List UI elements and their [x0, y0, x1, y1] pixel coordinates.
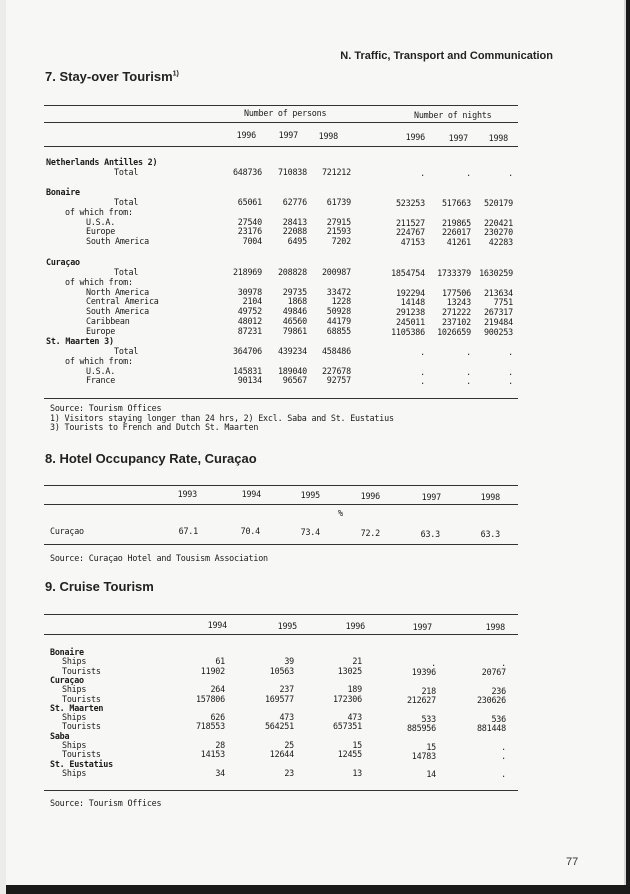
table7-cell: 27540 [237, 216, 262, 227]
table9-header-bottom-rule [44, 634, 518, 635]
table7-title-text: 7. Stay-over Tourism [45, 69, 173, 84]
table7-cell: 49752 [237, 306, 262, 317]
page-number: 77 [566, 856, 579, 868]
table7-row-label: of which from: [65, 276, 133, 287]
table9-cell: 10563 [269, 665, 294, 676]
table7-cell: 65061 [237, 197, 262, 207]
table8-title: 8. Hotel Occupancy Rate, Curaçao [45, 451, 257, 466]
table7-cell: 79861 [282, 325, 307, 336]
table9-cell: 39 [284, 656, 294, 667]
table9-title: 9. Cruise Tourism [45, 579, 154, 594]
table7-cell: 13243 [446, 297, 471, 308]
table7-cell: 7751 [493, 297, 513, 308]
table7-cell: . [466, 168, 471, 178]
table7-cell: 29735 [282, 286, 307, 297]
table7-cell: 721212 [321, 167, 351, 177]
table9-cell: 61 [215, 656, 225, 667]
table7-cell: 1854754 [391, 268, 425, 278]
table7-group-name: Netherlands Antilles 2) [46, 157, 158, 167]
table7-cell: 648736 [232, 167, 262, 177]
table9-cell: 34 [215, 767, 225, 778]
table7-cell: 245011 [395, 317, 425, 327]
table7-year-header: 1996 [405, 132, 425, 142]
table7-cell: 48012 [237, 316, 262, 326]
table7-footnote: 1) Visitors staying longer than 24 hrs, 2) Excl. Saba and St. Eustatius [50, 412, 394, 423]
table8-cell: 63.3 [420, 529, 440, 539]
table7-cell: 177506 [441, 287, 471, 298]
table9-row-label: Tourists [62, 721, 101, 732]
table9-cell: 564251 [264, 721, 294, 732]
table9-cell: 473 [347, 712, 362, 723]
table7-cell: 237102 [441, 317, 471, 327]
table7-cell: . [508, 376, 513, 387]
table7-cell: 22088 [282, 226, 307, 237]
table7-year-header: 1998 [318, 131, 338, 141]
table8-source: Source: Curaçao Hotel and Tousism Association [50, 553, 268, 563]
table7-cell: 219865 [441, 217, 471, 228]
table7-cell: 220421 [483, 217, 513, 228]
table7-group-name: Bonaire [46, 187, 80, 197]
table8-cell: 73.4 [300, 527, 320, 537]
table7-cell: . [508, 347, 513, 357]
table9-cell: 13025 [337, 665, 362, 676]
table7-row-label: France [86, 375, 116, 386]
table7-year-header: 1998 [488, 133, 508, 143]
table9-cell: 20767 [481, 667, 506, 678]
table7-cell: 227678 [321, 365, 351, 376]
table7-cell: 520179 [483, 198, 513, 208]
table9-cell: 157806 [195, 693, 225, 704]
table8-cell: 72.2 [360, 528, 380, 538]
table8-year-header: 1997 [421, 492, 441, 502]
table7-cell: 218969 [232, 267, 262, 277]
table9-cell: 23 [284, 767, 294, 778]
table9-row-label: Ships [62, 684, 87, 695]
table9-cell: 14 [426, 769, 436, 780]
table8-cell: 67.1 [178, 526, 198, 536]
table7-cell: 23176 [237, 226, 262, 237]
table9-cell: 21 [352, 656, 362, 667]
table7-group-name: St. Maarten 3) [46, 336, 114, 346]
table7-cell: 1228 [331, 296, 351, 307]
table7-cell: . [420, 347, 425, 357]
table7-cell: 271222 [441, 307, 471, 318]
table7-row-label: U.S.A. [86, 216, 116, 227]
table7-row-label: North America [86, 286, 149, 297]
table7-cell: 6495 [287, 236, 307, 247]
table7-cell: 208828 [277, 267, 307, 277]
table9-cell: . [431, 657, 436, 668]
table9-cell: 718553 [195, 721, 225, 732]
table9-top-rule [44, 614, 518, 615]
table9-cell: 473 [279, 712, 294, 723]
table7-year-header: 1997 [448, 133, 468, 143]
table7-cell: . [508, 168, 513, 178]
table7-cell: 90134 [237, 375, 262, 386]
table7-cell: 145831 [232, 365, 262, 376]
table7-cell: 68855 [326, 325, 351, 336]
table9-cell: 12644 [269, 749, 294, 760]
table9-cell: 533 [421, 713, 436, 724]
table7-cell: 41261 [446, 237, 471, 248]
table7-row-label: South America [86, 306, 149, 317]
table7-cell: . [466, 376, 471, 387]
table9-year-header: 1994 [207, 620, 227, 630]
table9-cell: 212627 [406, 695, 436, 705]
table9-year-header: 1995 [277, 620, 297, 631]
table9-cell: 11902 [200, 665, 225, 676]
table7-cell: 211527 [395, 217, 425, 228]
table9-cell: 230626 [476, 695, 506, 705]
table7-cell: 458486 [321, 346, 351, 356]
table7-cell: 96567 [282, 375, 307, 386]
table9-bottom-rule [44, 790, 518, 791]
table7-cell: 1630259 [479, 268, 513, 278]
table9-year-header: 1996 [345, 621, 365, 631]
table7-cell: 42283 [488, 237, 513, 248]
table7-cell: . [420, 366, 425, 377]
table9-row-label: Tourists [62, 693, 101, 704]
table7-bottom-rule [44, 398, 518, 399]
table7-cell: 92757 [326, 375, 351, 386]
table7-row-label: U.S.A. [86, 365, 116, 376]
document-page [6, 0, 626, 885]
chapter-header: N. Traffic, Transport and Communication [340, 50, 553, 62]
table7-cell: 33472 [326, 286, 351, 297]
table8-year-header: 1996 [360, 491, 380, 501]
table7-cell: . [466, 347, 471, 357]
table7-cell: 87231 [237, 325, 262, 336]
table7-cell: 189040 [277, 365, 307, 376]
table7-year-header: 1997 [278, 130, 298, 140]
table9-row-label: Tourists [62, 665, 101, 676]
table7-cell: 230270 [483, 227, 513, 238]
table7-cell: . [420, 168, 425, 178]
table9-cell: 881448 [476, 722, 506, 733]
table7-cell: 30978 [237, 286, 262, 297]
table7-footnote: 3) Tourists to French and Dutch St. Maarten [50, 422, 259, 432]
table8-year-header: 1998 [480, 492, 500, 502]
table7-row-label: Total [114, 197, 139, 207]
table8-bottom-rule [44, 544, 518, 545]
table7-cell: 364706 [232, 346, 262, 356]
table7-cell: . [466, 366, 471, 377]
table9-row-label: Ships [62, 740, 87, 750]
table7-cell: 291238 [395, 307, 425, 318]
table9-row-label: Ships [62, 712, 87, 723]
table9-cell: 169577 [264, 693, 294, 704]
table7-cell: 21593 [326, 226, 351, 237]
table8-year-header: 1995 [300, 490, 320, 500]
table9-cell: 12455 [337, 749, 362, 760]
table7-row-label: Caribbean [86, 316, 130, 326]
table7-cell: 46560 [282, 316, 307, 326]
table7-cell: 192294 [395, 287, 425, 298]
table9-cell: 172306 [332, 693, 362, 704]
table9-cell: 218 [421, 685, 436, 696]
table7-row-label: Europe [86, 226, 116, 237]
table7-cell: 49846 [282, 306, 307, 317]
table9-cell: 657351 [332, 721, 362, 732]
table7-mid-rule [44, 122, 518, 123]
table9-cell: 885956 [406, 722, 436, 733]
table7-cell: 7202 [331, 236, 351, 247]
table7-cell: 439234 [277, 346, 307, 356]
table8-row-label: Curaçao [50, 526, 84, 536]
table7-cell: 47153 [400, 237, 425, 248]
table9-group-name: Curaçao [50, 674, 84, 685]
table9-row-label: Ships [62, 767, 87, 778]
table7-row-label: Central America [86, 296, 159, 307]
table7-cell: 50928 [326, 306, 351, 317]
table9-row-label: Ships [62, 656, 87, 667]
table9-cell: 264 [210, 684, 225, 695]
table8-unit: % [338, 508, 343, 518]
table9-group-name: St. Maarten [50, 702, 104, 713]
table9-cell: . [501, 741, 506, 752]
table7-cell: 44179 [326, 316, 351, 326]
table7-cell: 62776 [282, 197, 307, 207]
table7-cell: 267317 [483, 307, 513, 318]
table9-cell: 236 [491, 685, 506, 696]
table8-year-header: 1994 [241, 489, 261, 499]
table9-group-name: St. Eustatius [50, 758, 113, 769]
table9-cell: 189 [347, 684, 362, 695]
table9-cell: 25 [284, 740, 294, 750]
table8-cell: 70.4 [240, 526, 260, 536]
table7-cell: 61739 [326, 197, 351, 207]
table7-cell: 28413 [282, 216, 307, 227]
table7-footnote: Source: Tourism Offices [50, 403, 162, 413]
table8-year-header: 1993 [177, 489, 197, 499]
table7-cell: 219484 [483, 317, 513, 327]
table7-header-bottom-rule [44, 146, 518, 147]
table7-title [45, 69, 179, 84]
table7-cell: 1733379 [437, 268, 471, 278]
table9-cell: 14153 [200, 749, 225, 760]
table9-cell: 237 [279, 684, 294, 695]
table9-cell: 14783 [411, 750, 436, 761]
table9-cell: 19396 [411, 667, 436, 678]
table9-year-header: 1998 [485, 622, 505, 632]
table7-year-header: 1996 [236, 130, 256, 140]
table9-source: Source: Tourism Offices [50, 798, 162, 808]
table8-cell: 63.3 [480, 529, 500, 539]
table9-cell: . [501, 657, 506, 668]
table9-group-name: Saba [50, 730, 70, 741]
table7-row-label: Total [114, 167, 139, 177]
table7-cell: 2104 [242, 296, 262, 307]
table7-cell: . [420, 376, 425, 387]
table7-cell: 226017 [441, 227, 471, 238]
table7-cell: 7004 [242, 236, 262, 247]
table7-row-label: Total [114, 346, 139, 356]
table7-cell: 1868 [287, 296, 307, 307]
table8-header-bottom-rule [44, 504, 518, 505]
table7-cell: 1105386 [391, 326, 425, 337]
table9-cell: . [501, 769, 506, 780]
table9-cell: . [501, 750, 506, 761]
table7-row-label: Europe [86, 325, 116, 336]
table7-cell: 200987 [321, 267, 351, 277]
table7-cell: 213634 [483, 287, 513, 298]
table9-cell: 15 [426, 741, 436, 752]
table9-cell: 15 [352, 740, 362, 750]
table9-year-header: 1997 [412, 621, 432, 632]
table9-group-name: Bonaire [50, 647, 84, 657]
table7-row-label: South America [86, 236, 149, 247]
table7-row-label: Total [114, 267, 139, 277]
table9-cell: 536 [491, 713, 506, 724]
table9-cell: 626 [210, 712, 225, 723]
table7-row-label: of which from: [65, 206, 133, 217]
table7-cell: 523253 [395, 198, 425, 208]
table7-header-nights: Number of nights [414, 110, 492, 120]
table7-cell: 224767 [395, 227, 425, 238]
table9-cell: 28 [215, 740, 225, 750]
table8-top-rule [44, 485, 518, 486]
table7-cell: . [508, 366, 513, 377]
table7-cell: 900253 [483, 326, 513, 337]
table7-cell: 27915 [326, 216, 351, 227]
table9-row-label: Tourists [62, 749, 101, 760]
table7-top-rule [44, 105, 518, 106]
table7-group-name: Curaçao [46, 257, 80, 267]
table7-cell: 517663 [441, 198, 471, 208]
table7-cell: 710838 [277, 167, 307, 177]
table7-cell: 14148 [400, 297, 425, 308]
table7-cell: 1026659 [437, 326, 471, 337]
table7-row-label: of which from: [65, 355, 133, 366]
table7-title-footnote: 1) [172, 70, 179, 78]
table9-cell: 13 [352, 767, 362, 778]
table7-header-persons: Number of persons [244, 108, 327, 118]
